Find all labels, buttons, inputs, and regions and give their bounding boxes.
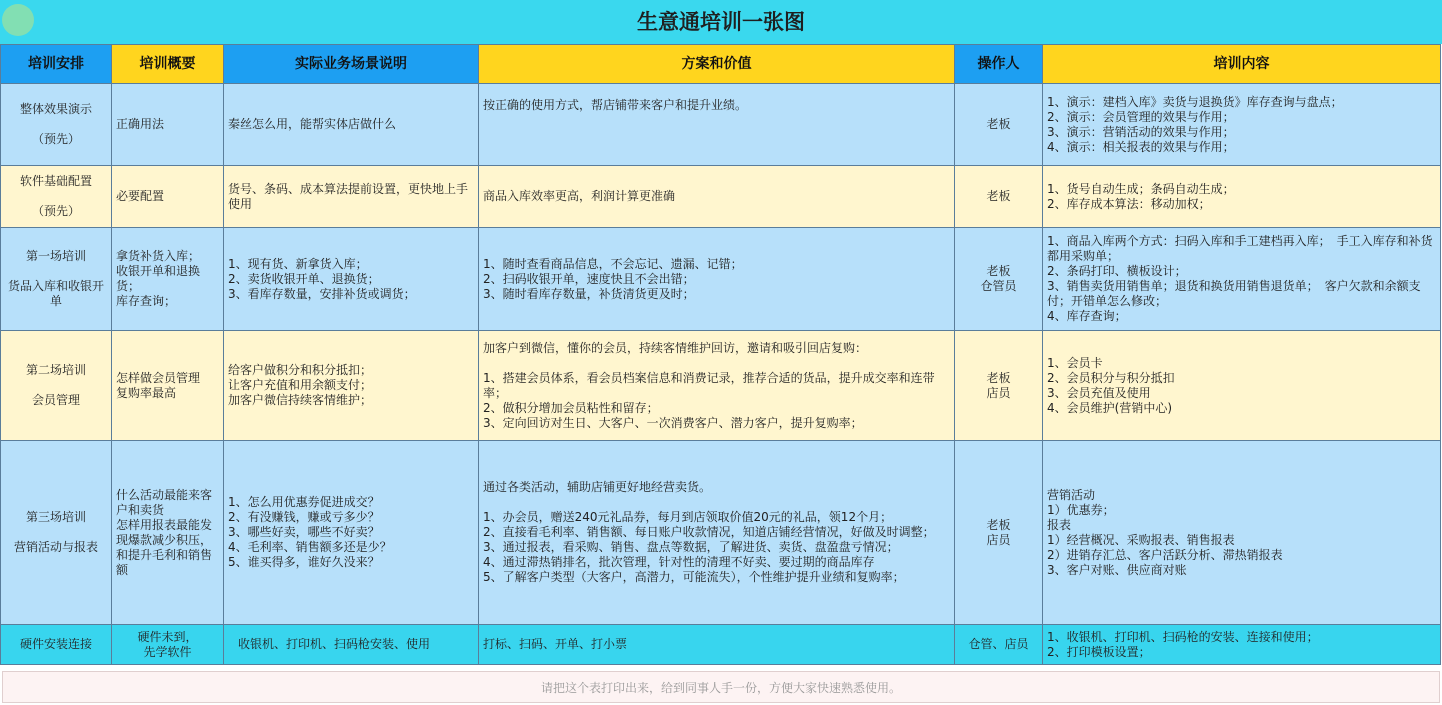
header-summary: 培训概要 xyxy=(112,45,224,84)
cell-value: 1、随时查看商品信息，不会忘记、遗漏、记错； 2、扫码收银开单，速度快且不会出错； 3、随时看库存数量，补货清货更及时； xyxy=(479,228,955,331)
cell-summary: 拿货补货入库； 收银开单和退换货； 库存查询； xyxy=(112,228,224,331)
cell-scenario: 给客户做积分和积分抵扣； 让客户充值和用余额支付； 加客户微信持续客情维护； xyxy=(224,331,479,441)
cell-summary: 怎样做会员管理 复购率最高 xyxy=(112,331,224,441)
training-table xyxy=(0,44,1441,665)
table-row xyxy=(1,441,1441,625)
cell-summary: 必要配置 xyxy=(112,166,224,228)
cell-scenario: 秦丝怎么用，能帮实体店做什么 xyxy=(224,84,479,166)
table-row xyxy=(1,166,1441,228)
cell-operator: 老板 xyxy=(955,84,1043,166)
header-scenario: 实际业务场景说明 xyxy=(224,45,479,84)
cell-arrangement: 第三场培训 营销活动与报表 xyxy=(1,441,112,625)
cell-operator: 老板 仓管员 xyxy=(955,228,1043,331)
table-row xyxy=(1,625,1441,665)
cell-content: 1、货号自动生成；条码自动生成； 2、库存成本算法：移动加权； xyxy=(1043,166,1441,228)
cell-scenario: 收银机、打印机、扫码枪安装、使用 xyxy=(224,625,479,665)
header-content: 培训内容 xyxy=(1043,45,1441,84)
page-title: 生意通培训一张图 xyxy=(637,10,805,34)
cell-content: 1、收银机、打印机、扫码枪的安装、连接和使用； 2、打印模板设置； xyxy=(1043,625,1441,665)
cell-value: 加客户到微信，懂你的会员，持续客情维护回访，邀请和吸引回店复购： 1、搭建会员体系，看会员档案信息和消费记录，推荐合适的货品，提升成交率和连带率； 2、做积分增加会员粘性和留存； 3、定向回访对生日、大客户、一次消费客户、潜力客户，提升复购率； xyxy=(479,331,955,441)
cell-arrangement: 第一场培训 货品入库和收银开单 xyxy=(1,228,112,331)
cell-value: 打标、扫码、开单、打小票 xyxy=(479,625,955,665)
cell-scenario: 1、现有货、新拿货入库； 2、卖货收银开单、退换货； 3、看库存数量，安排补货或调货； xyxy=(224,228,479,331)
header-row xyxy=(1,45,1441,84)
cell-content: 1、会员卡 2、会员积分与积分抵扣 3、会员充值及使用 4、会员维护(营销中心) xyxy=(1043,331,1441,441)
cell-scenario: 1、怎么用优惠券促进成交？ 2、有没赚钱，赚或亏多少？ 3、哪些好卖，哪些不好卖？ 4、毛利率、销售额多还是少？ 5、谁买得多，谁好久没来？ xyxy=(224,441,479,625)
header-arrangement: 培训安排 xyxy=(1,45,112,84)
cell-scenario: 货号、条码、成本算法提前设置，更快地上手使用 xyxy=(224,166,479,228)
footer-note: 请把这个表打印出来，给到同事人手一份，方便大家快速熟悉使用。 xyxy=(2,671,1440,703)
cell-arrangement: 软件基础配置 （预先） xyxy=(1,166,112,228)
table-row xyxy=(1,84,1441,166)
cell-operator: 老板 店员 xyxy=(955,331,1043,441)
cell-summary: 硬件未到， 先学软件 xyxy=(112,625,224,665)
cell-arrangement: 硬件安装连接 xyxy=(1,625,112,665)
table-row xyxy=(1,331,1441,441)
cell-value: 通过各类活动，辅助店铺更好地经营卖货。 1、办会员，赠送240元礼品券，每月到店领取价值20元的礼品，领12个月； 2、直接看毛利率、销售额、每日账户收款情况，知道店铺经营情况，好做及时调整； 3、通过报表，看采购、销售、盘点等数据，了解进货、卖货、盘盈盘亏情况； 4、通过滞热销排名，批次管理，针对性的清理不好卖、要过期的商品库存 5、了解客户类型（大客户，高潜力，可能流失），个性维护提升业绩和复购率； xyxy=(479,441,955,625)
cell-content: 营销活动 1）优惠券； 报表 1）经营概况、采购报表、销售报表 2）进销存汇总、客户活跃分析、滞热销报表 3、客户对账、供应商对账 xyxy=(1043,441,1441,625)
header-value: 方案和价值 xyxy=(479,45,955,84)
cell-operator: 老板 店员 xyxy=(955,441,1043,625)
table-row xyxy=(1,228,1441,331)
cell-summary: 什么活动最能来客户和卖货 怎样用报表最能发现爆款减少积压，和提升毛利和销售额 xyxy=(112,441,224,625)
cell-value: 商品入库效率更高，利润计算更准确 xyxy=(479,166,955,228)
header-operator: 操作人 xyxy=(955,45,1043,84)
cell-arrangement: 整体效果演示 （预先） xyxy=(1,84,112,166)
cell-content: 1、演示：建档入库》卖货与退换货》库存查询与盘点； 2、演示：会员管理的效果与作用； 3、演示：营销活动的效果与作用； 4、演示：相关报表的效果与作用； xyxy=(1043,84,1441,166)
cell-value: 按正确的使用方式，帮店铺带来客户和提升业绩。 xyxy=(479,84,955,166)
cell-operator: 仓管、店员 xyxy=(955,625,1043,665)
cell-summary: 正确用法 xyxy=(112,84,224,166)
cell-content: 1、商品入库两个方式：扫码入库和手工建档再入库； 手工入库存和补货都用采购单； 2、条码打印、横板设计； 3、销售卖货用销售单；退货和换货用销售退货单； 客户欠款和余额支付；开错单怎么修改； 4、库存查询； xyxy=(1043,228,1441,331)
cursor-highlight xyxy=(2,4,34,36)
cell-arrangement: 第二场培训 会员管理 xyxy=(1,331,112,441)
cell-operator: 老板 xyxy=(955,166,1043,228)
